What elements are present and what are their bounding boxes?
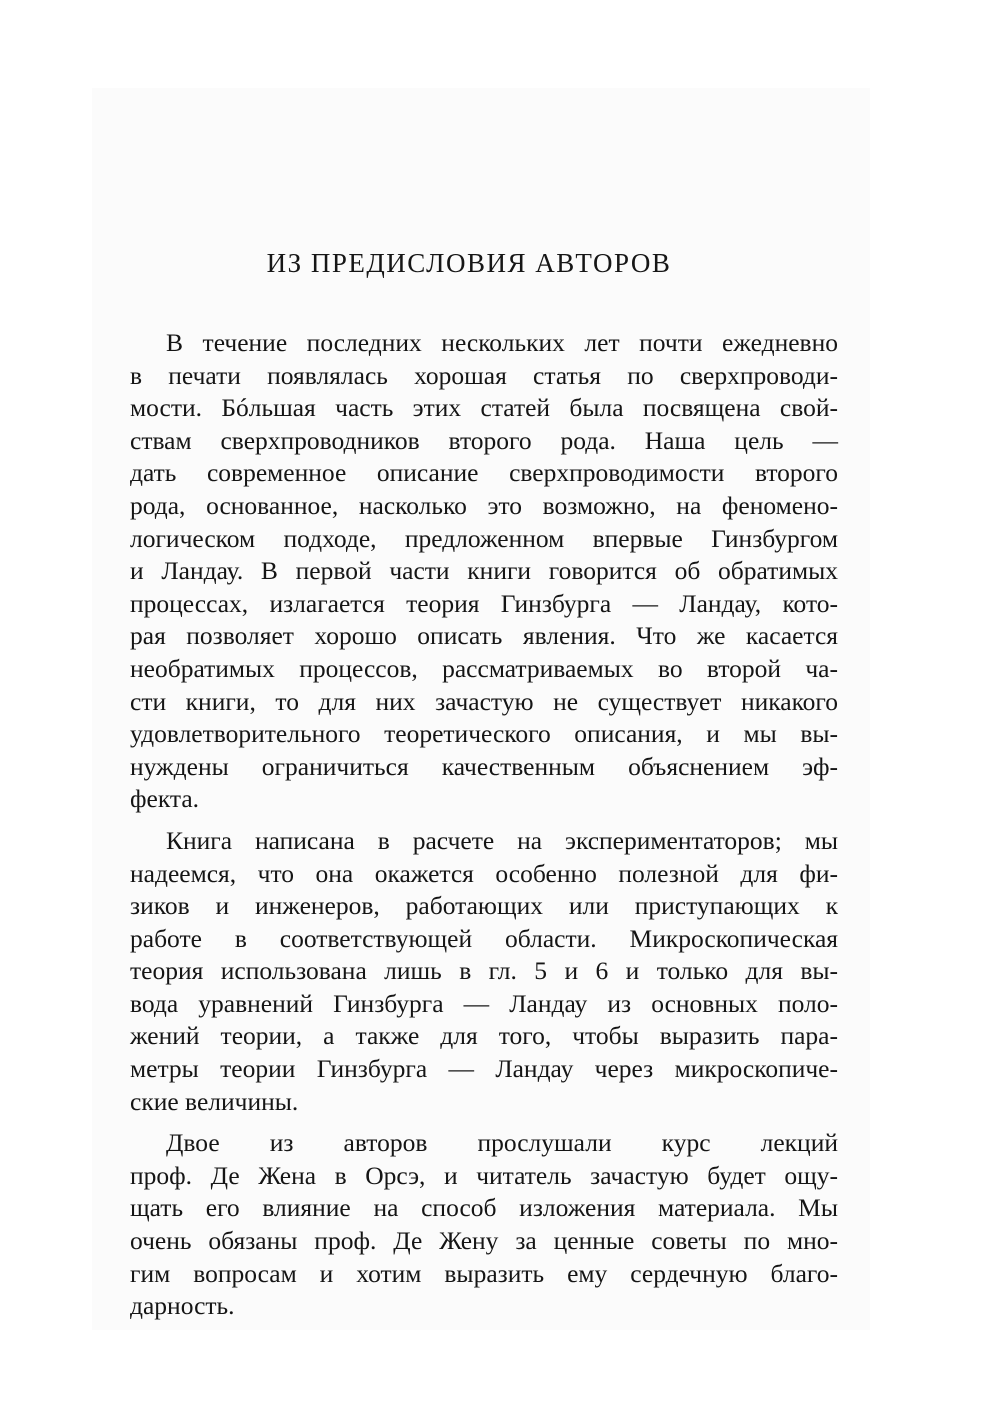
text-line: работе в соответствующей области. Микроскопическая (130, 923, 838, 953)
text-line: жений теории, а также для того, чтобы выразить пара- (130, 1021, 838, 1051)
paragraph (130, 825, 838, 1118)
text-line: сти книги, то для них зачастую не существует никакого (130, 686, 838, 716)
text-line: мости. Бóльшая часть этих статей была посвящена свой- (130, 393, 838, 423)
text-line: дать современное описание сверхпроводимости второго (130, 458, 838, 488)
text-line: очень обязаны проф. Де Жену за ценные советы по мно- (130, 1226, 838, 1256)
text-line: теория использована лишь в гл. 5 и 6 и только для вы- (130, 956, 838, 986)
text-line: Двое из авторов прослушали курс лекций (166, 1128, 838, 1158)
page-title: ИЗ ПРЕДИСЛОВИЯ АВТОРОВ (266, 248, 672, 278)
text-line: надеемся, что она окажется особенно полезной для фи- (130, 858, 838, 888)
text-line: зиков и инженеров, работающих или приступающих к (130, 891, 838, 921)
text-line: нуждены ограничиться качественным объяснением эф- (130, 751, 838, 781)
text-line: проф. Де Жена в Орсэ, и читатель зачастую будет ощу- (130, 1160, 838, 1190)
text-line: логическом подходе, предложенном впервые Гинзбургом (130, 523, 838, 553)
text-line: фекта. (130, 784, 200, 814)
text-line: ствам сверхпроводников второго рода. Наша цель — (130, 425, 838, 455)
text-line: в печати появлялась хорошая статья по сверхпроводи- (130, 360, 838, 390)
text-line: ские величины. (130, 1086, 299, 1116)
paragraph (130, 1127, 838, 1323)
text-line: метры теории Гинзбурга — Ландау через микроскопиче- (130, 1054, 838, 1084)
text-line: процессах, излагается теория Гинзбурга — Ландау, кото- (130, 588, 838, 618)
text-line: гим вопросам и хотим выразить ему сердечную благо- (130, 1258, 838, 1288)
text-line: необратимых процессов, рассматриваемых во второй ча- (130, 653, 838, 683)
text-line: рая позволяет хорошо описать явления. Что же касается (130, 621, 838, 651)
text-line: В течение последних нескольких лет почти ежедневно (166, 328, 838, 357)
paragraph (130, 327, 838, 816)
text-line: дарность. (130, 1291, 235, 1321)
body-text (130, 327, 838, 1332)
text-line: щать его влияние на способ изложения материала. Мы (130, 1193, 838, 1223)
text-line: вода уравнений Гинзбурга — Ландау из основных поло- (130, 988, 838, 1018)
text-line: Книга написана в расчете на экспериментаторов; мы (166, 825, 838, 855)
text-line: рода, основанное, насколько это возможно, на феномено- (130, 490, 838, 520)
text-line: и Ландау. В первой части книги говорится об обратимых (130, 556, 838, 586)
text-line: удовлетворительного теоретического описания, и мы вы- (130, 719, 838, 749)
